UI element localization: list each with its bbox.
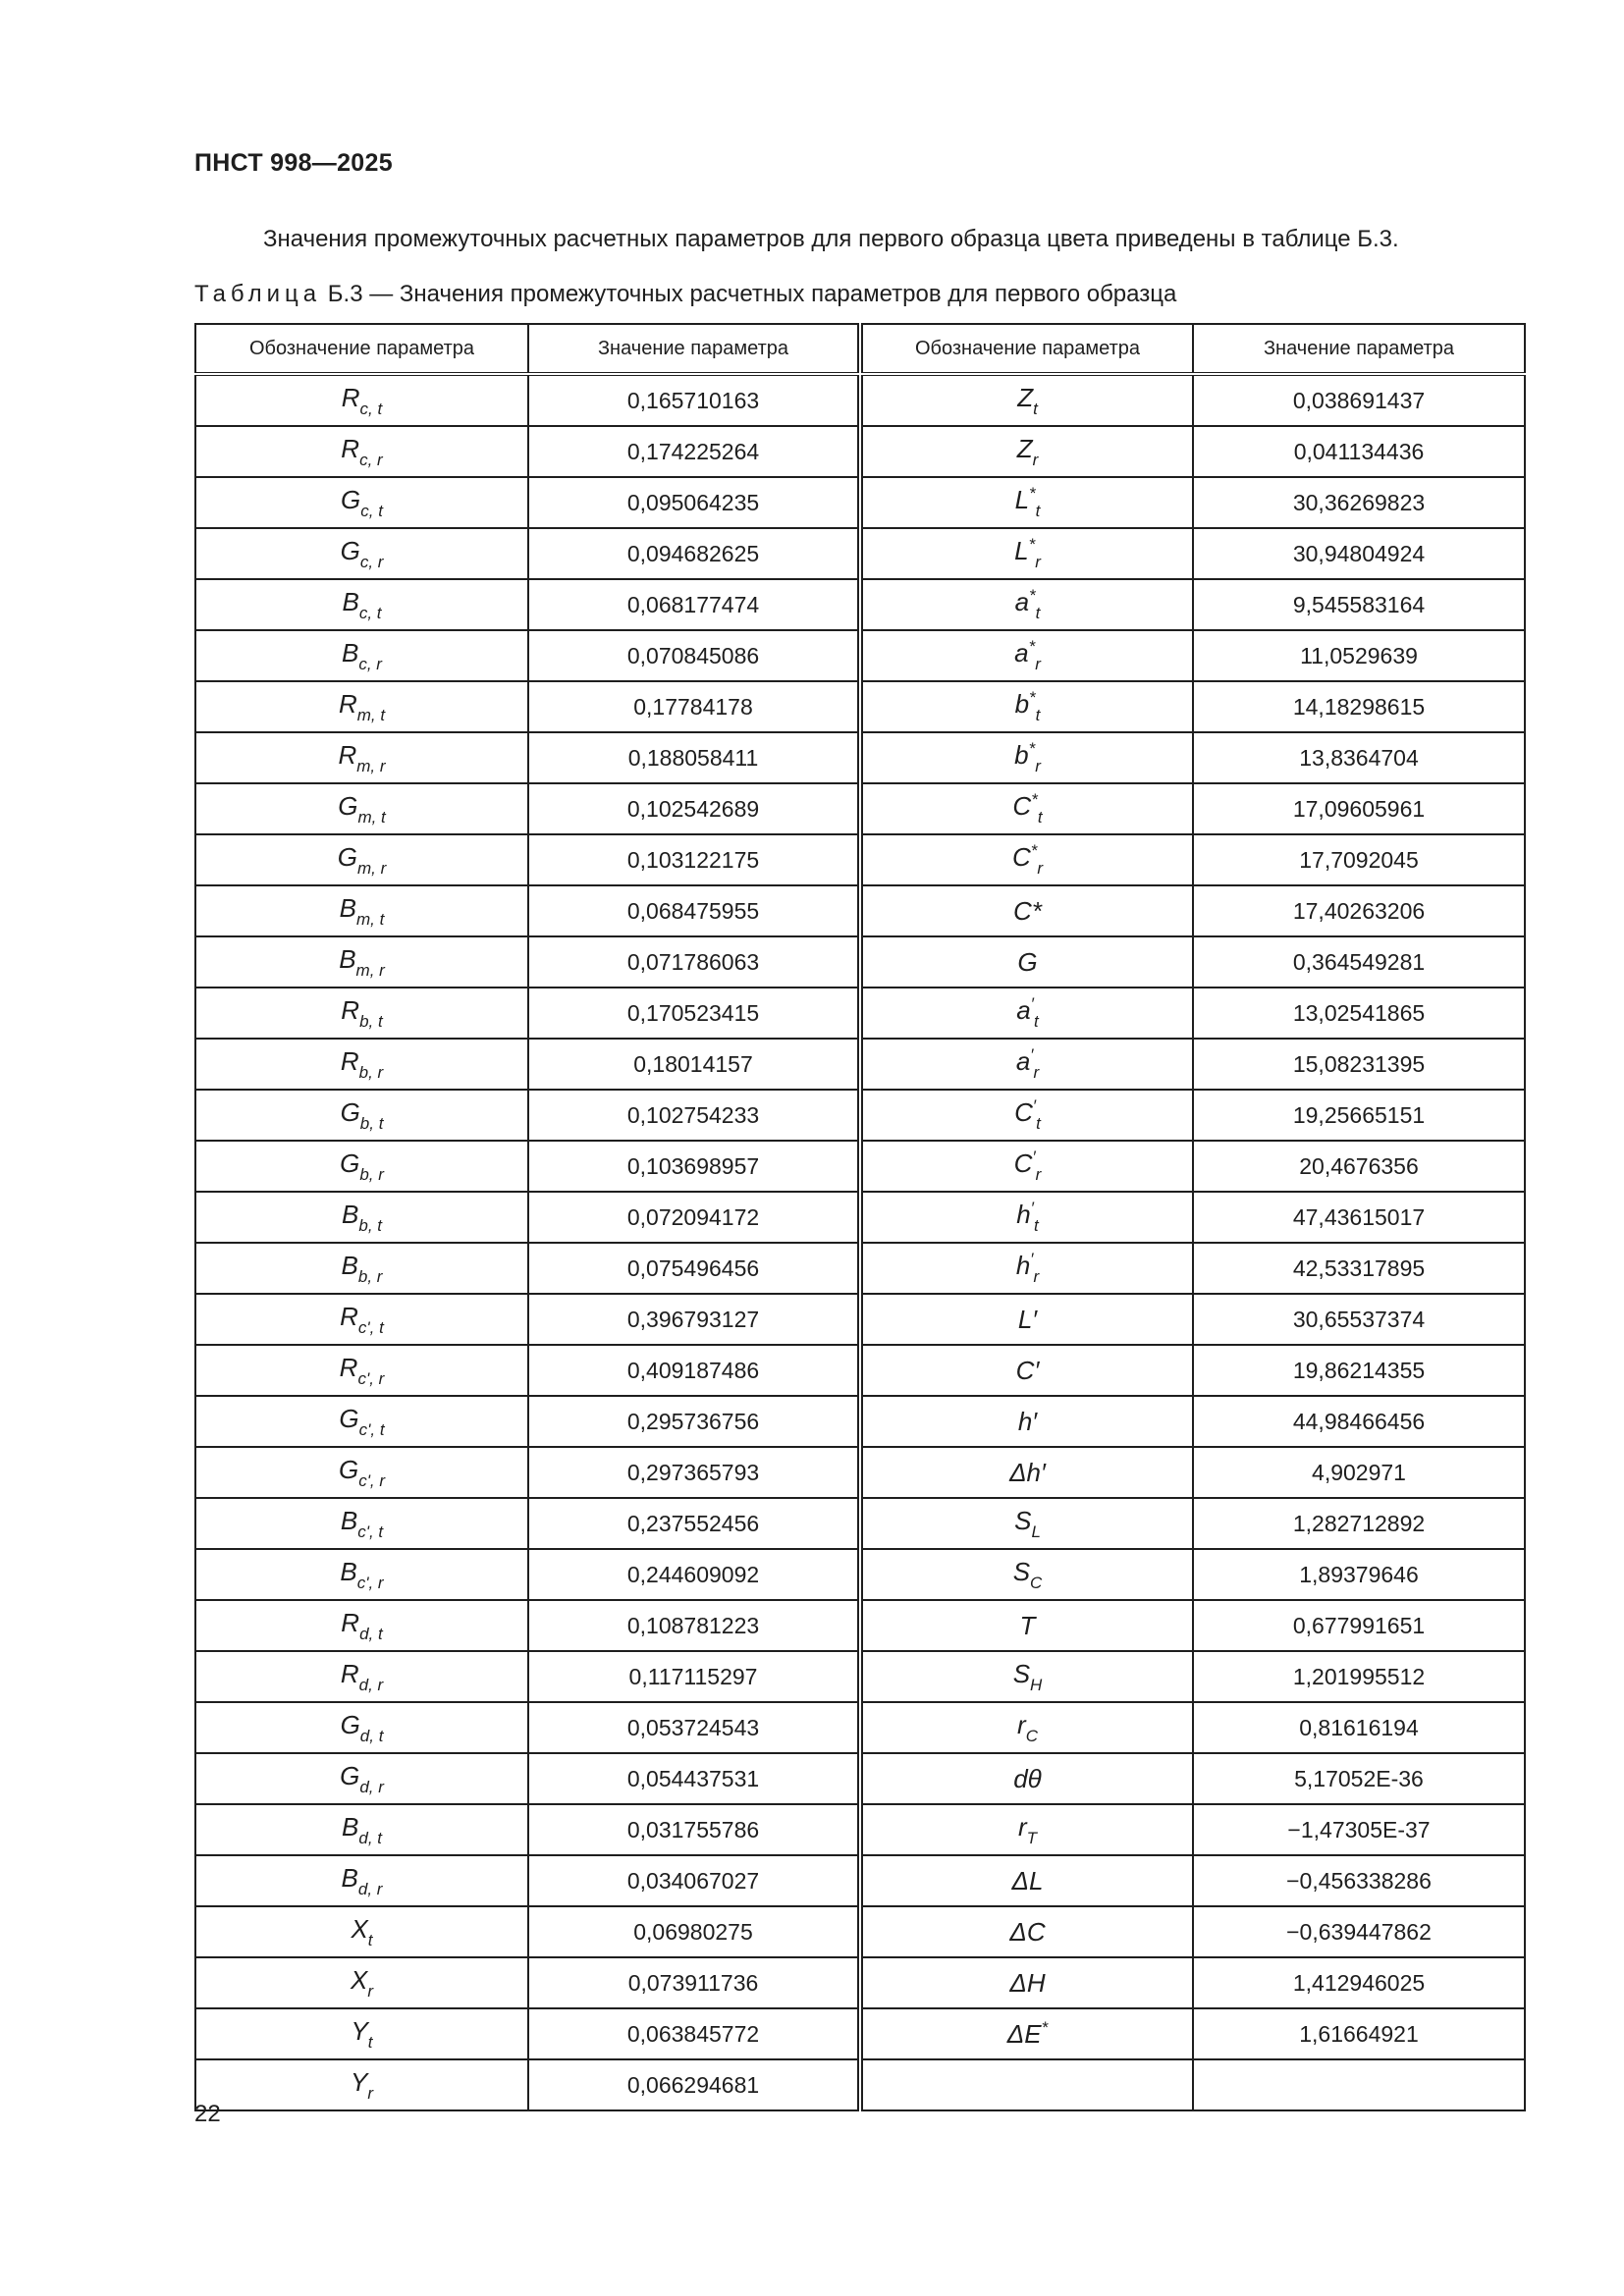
parameter-value: 13,02541865 bbox=[1193, 988, 1525, 1039]
parameter-value: 44,98466456 bbox=[1193, 1396, 1525, 1447]
table-row bbox=[195, 374, 858, 426]
parameter-symbol bbox=[195, 1804, 528, 1855]
parameter-symbol-text: $L^*_t$ bbox=[1014, 484, 1041, 520]
parameter-value: 15,08231395 bbox=[1193, 1039, 1525, 1090]
parameter-value: 0,06980275 bbox=[528, 1906, 858, 1957]
parameters-table-right bbox=[861, 323, 1526, 2111]
parameter-value: 0,103698957 bbox=[528, 1141, 858, 1192]
table-row bbox=[195, 2059, 858, 2110]
parameter-symbol-text: $X_t$ bbox=[351, 1913, 373, 1949]
parameter-value: 1,282712892 bbox=[1193, 1498, 1525, 1549]
table-row bbox=[195, 528, 858, 579]
parameter-value: 0,237552456 bbox=[528, 1498, 858, 1549]
parameter-value: 0,18014157 bbox=[528, 1039, 858, 1090]
parameter-symbol-text: $R_{c', r}$ bbox=[339, 1352, 385, 1388]
parameter-symbol-text: $Y_t$ bbox=[351, 2015, 373, 2052]
parameter-symbol bbox=[195, 1906, 528, 1957]
parameter-symbol-text: dθ bbox=[1013, 1763, 1042, 1793]
table-row bbox=[862, 1600, 1525, 1651]
parameter-symbol-text: $B_{c', r}$ bbox=[340, 1556, 384, 1592]
parameter-symbol bbox=[862, 1447, 1193, 1498]
parameter-value: 0,297365793 bbox=[528, 1447, 858, 1498]
table-row bbox=[195, 1804, 858, 1855]
parameter-value: 0,108781223 bbox=[528, 1600, 858, 1651]
table-row bbox=[862, 1447, 1525, 1498]
table-row bbox=[862, 1651, 1525, 1702]
parameter-symbol-text: $B_{d, r}$ bbox=[341, 1862, 383, 1898]
parameter-symbol bbox=[195, 1651, 528, 1702]
parameter-value: 0,396793127 bbox=[528, 1294, 858, 1345]
table-row bbox=[195, 1396, 858, 1447]
parameter-symbol bbox=[195, 1039, 528, 1090]
parameter-value: 9,545583164 bbox=[1193, 579, 1525, 630]
table-row bbox=[862, 681, 1525, 732]
parameter-symbol bbox=[195, 988, 528, 1039]
parameter-symbol-text: ΔE* bbox=[1006, 2018, 1049, 2049]
parameter-symbol bbox=[195, 885, 528, 936]
parameter-symbol-text: $X_r$ bbox=[350, 1964, 373, 2001]
parameter-value: 1,201995512 bbox=[1193, 1651, 1525, 1702]
parameter-symbol-text: $r_C$ bbox=[1017, 1709, 1038, 1745]
parameter-value: 0,063845772 bbox=[528, 2008, 858, 2059]
parameter-symbol-text: $h'_t$ bbox=[1016, 1199, 1039, 1235]
parameter-symbol bbox=[862, 936, 1193, 988]
table-row bbox=[195, 1753, 858, 1804]
table-row bbox=[195, 732, 858, 783]
parameter-value: −0,456338286 bbox=[1193, 1855, 1525, 1906]
parameter-symbol bbox=[195, 1957, 528, 2008]
table-row bbox=[862, 1192, 1525, 1243]
parameter-symbol bbox=[195, 1090, 528, 1141]
parameter-value: 0,068177474 bbox=[528, 579, 858, 630]
parameter-symbol bbox=[195, 732, 528, 783]
parameter-value: 17,09605961 bbox=[1193, 783, 1525, 834]
table-row bbox=[195, 834, 858, 885]
parameter-symbol-text: $R_{c', t}$ bbox=[340, 1301, 384, 1337]
parameter-symbol bbox=[195, 579, 528, 630]
parameter-symbol bbox=[195, 1294, 528, 1345]
parameter-symbol bbox=[862, 426, 1193, 477]
parameter-value: 0,038691437 bbox=[1193, 374, 1525, 426]
parameter-symbol-text: $r_T$ bbox=[1017, 1811, 1038, 1847]
parameter-symbol bbox=[862, 1702, 1193, 1753]
parameter-symbol bbox=[195, 1243, 528, 1294]
parameter-symbol bbox=[862, 1753, 1193, 1804]
parameter-symbol-text: $R_{b, r}$ bbox=[340, 1045, 384, 1082]
table-row bbox=[862, 1345, 1525, 1396]
parameter-symbol-text: $C'_r$ bbox=[1013, 1148, 1042, 1184]
table-row bbox=[195, 885, 858, 936]
table-row bbox=[862, 1090, 1525, 1141]
parameter-symbol-text: $a'_r$ bbox=[1015, 1045, 1040, 1082]
parameter-symbol bbox=[862, 1243, 1193, 1294]
parameter-symbol bbox=[195, 1702, 528, 1753]
parameter-symbol bbox=[195, 630, 528, 681]
table-row bbox=[862, 579, 1525, 630]
parameter-value: 30,36269823 bbox=[1193, 477, 1525, 528]
table-row bbox=[195, 1447, 858, 1498]
table-row bbox=[862, 783, 1525, 834]
parameter-value: 0,102754233 bbox=[528, 1090, 858, 1141]
parameter-symbol bbox=[862, 1294, 1193, 1345]
parameter-symbol bbox=[862, 1600, 1193, 1651]
table-row bbox=[862, 1039, 1525, 1090]
parameters-table-left bbox=[194, 323, 859, 2111]
parameter-value: 0,053724543 bbox=[528, 1702, 858, 1753]
parameter-value: 0,094682625 bbox=[528, 528, 858, 579]
parameter-symbol bbox=[862, 1957, 1193, 2008]
parameter-symbol-text: $C^*_t$ bbox=[1012, 790, 1043, 827]
table-row bbox=[862, 1753, 1525, 1804]
table-row bbox=[862, 1804, 1525, 1855]
parameter-value: 0,034067027 bbox=[528, 1855, 858, 1906]
parameter-value: 19,25665151 bbox=[1193, 1090, 1525, 1141]
parameter-symbol bbox=[195, 374, 528, 426]
parameter-symbol-text: $R_{c, t}$ bbox=[341, 382, 383, 418]
table-row bbox=[195, 1294, 858, 1345]
parameter-symbol bbox=[195, 1345, 528, 1396]
parameter-symbol bbox=[862, 630, 1193, 681]
parameter-value: 0,244609092 bbox=[528, 1549, 858, 1600]
table-row bbox=[862, 1957, 1525, 2008]
table-row bbox=[195, 477, 858, 528]
parameter-symbol bbox=[862, 988, 1193, 1039]
column-header-symbol: Обозначение параметра bbox=[195, 324, 528, 374]
parameter-value: 0,103122175 bbox=[528, 834, 858, 885]
table-row bbox=[862, 1141, 1525, 1192]
parameter-symbol bbox=[195, 2059, 528, 2110]
parameter-symbol-text: $C^*_r$ bbox=[1011, 841, 1044, 878]
parameter-value: 0,409187486 bbox=[528, 1345, 858, 1396]
parameter-value: 0,17784178 bbox=[528, 681, 858, 732]
parameter-value: 17,7092045 bbox=[1193, 834, 1525, 885]
parameter-symbol-text: $B_{c, r}$ bbox=[342, 637, 382, 673]
parameter-symbol-text: $a^*_r$ bbox=[1014, 637, 1041, 673]
page-number: 22 bbox=[194, 2101, 221, 2127]
parameter-value bbox=[1193, 2059, 1525, 2110]
parameter-value: 0,031755786 bbox=[528, 1804, 858, 1855]
parameter-value: 0,165710163 bbox=[528, 374, 858, 426]
parameter-symbol-text: ΔC bbox=[1009, 1916, 1046, 1947]
table-row bbox=[195, 1906, 858, 1957]
parameter-value: 0,054437531 bbox=[528, 1753, 858, 1804]
parameter-symbol-text: $G_{m, r}$ bbox=[337, 841, 387, 878]
parameter-symbol-text: $R_{d, t}$ bbox=[341, 1607, 383, 1643]
parameter-symbol bbox=[862, 1804, 1193, 1855]
parameter-symbol-text: $B_{m, t}$ bbox=[339, 892, 385, 929]
parameter-symbol bbox=[862, 374, 1193, 426]
table-row bbox=[862, 1855, 1525, 1906]
table-row bbox=[862, 1243, 1525, 1294]
parameter-symbol-text: $G_{d, t}$ bbox=[340, 1709, 384, 1745]
table-row bbox=[195, 1549, 858, 1600]
table-row bbox=[195, 936, 858, 988]
table-row bbox=[195, 1600, 858, 1651]
parameter-value: 0,068475955 bbox=[528, 885, 858, 936]
parameter-value: 30,94804924 bbox=[1193, 528, 1525, 579]
parameter-symbol bbox=[862, 732, 1193, 783]
parameter-value: 0,295736756 bbox=[528, 1396, 858, 1447]
parameter-symbol-text: C′ bbox=[1015, 1355, 1040, 1385]
table-row bbox=[195, 1651, 858, 1702]
parameter-symbol-text: T bbox=[1019, 1610, 1036, 1640]
parameter-symbol bbox=[862, 1090, 1193, 1141]
table-row bbox=[195, 1090, 858, 1141]
parameter-symbol-text: C* bbox=[1013, 895, 1042, 926]
parameter-symbol bbox=[862, 1396, 1193, 1447]
parameter-symbol-text: $R_{m, r}$ bbox=[338, 739, 386, 775]
table-row bbox=[862, 1396, 1525, 1447]
parameter-value: −1,47305E-37 bbox=[1193, 1804, 1525, 1855]
parameter-symbol-text: $R_{m, t}$ bbox=[338, 688, 386, 724]
parameter-value: 0,066294681 bbox=[528, 2059, 858, 2110]
parameter-value: 4,902971 bbox=[1193, 1447, 1525, 1498]
parameter-symbol bbox=[862, 834, 1193, 885]
table-row bbox=[862, 2008, 1525, 2059]
parameter-symbol bbox=[862, 783, 1193, 834]
parameter-symbol-text: G bbox=[1017, 946, 1038, 977]
table-row bbox=[195, 681, 858, 732]
parameter-symbol bbox=[862, 885, 1193, 936]
parameter-value: 13,8364704 bbox=[1193, 732, 1525, 783]
parameter-symbol-text: $G_{b, t}$ bbox=[340, 1096, 384, 1133]
parameter-symbol-text: $B_{c', t}$ bbox=[340, 1505, 384, 1541]
parameter-symbol-text: $Z_t$ bbox=[1017, 382, 1038, 418]
table-row bbox=[862, 477, 1525, 528]
parameter-symbol bbox=[195, 1141, 528, 1192]
parameter-symbol bbox=[195, 1753, 528, 1804]
parameter-symbol-text: $C'_t$ bbox=[1014, 1096, 1041, 1133]
parameter-symbol bbox=[195, 426, 528, 477]
column-header-value: Значение параметра bbox=[528, 324, 858, 374]
table-row bbox=[195, 1702, 858, 1753]
parameter-symbol-text: Δh′ bbox=[1009, 1457, 1046, 1487]
parameter-symbol bbox=[862, 1039, 1193, 1090]
parameter-symbol-text: ΔH bbox=[1009, 1967, 1046, 1998]
table-row bbox=[862, 1498, 1525, 1549]
parameter-symbol-text: $G_{c', r}$ bbox=[338, 1454, 386, 1490]
parameter-value: 42,53317895 bbox=[1193, 1243, 1525, 1294]
parameter-symbol bbox=[862, 681, 1193, 732]
parameter-symbol-text: $G_{c, r}$ bbox=[340, 535, 384, 571]
parameter-value: 17,40263206 bbox=[1193, 885, 1525, 936]
parameter-value: 5,17052E-36 bbox=[1193, 1753, 1525, 1804]
table-row bbox=[195, 1141, 858, 1192]
table-row bbox=[862, 732, 1525, 783]
parameter-symbol bbox=[862, 2059, 1193, 2110]
table-row bbox=[195, 1345, 858, 1396]
table-caption-text: Б.3 — Значения промежуточных расчетных параметров для первого образца bbox=[327, 281, 1177, 307]
parameter-symbol bbox=[195, 1600, 528, 1651]
parameter-symbol bbox=[862, 528, 1193, 579]
table-row bbox=[862, 936, 1525, 988]
parameter-symbol-text: L′ bbox=[1017, 1304, 1038, 1334]
table-row bbox=[862, 1549, 1525, 1600]
parameter-symbol bbox=[862, 1141, 1193, 1192]
table-row bbox=[195, 1957, 858, 2008]
document-code: ПНСТ 998—2025 bbox=[194, 149, 393, 177]
table-row bbox=[862, 528, 1525, 579]
parameter-value: 0,174225264 bbox=[528, 426, 858, 477]
parameter-value: 11,0529639 bbox=[1193, 630, 1525, 681]
parameter-symbol bbox=[862, 1345, 1193, 1396]
parameter-value: 30,65537374 bbox=[1193, 1294, 1525, 1345]
parameter-symbol bbox=[862, 1906, 1193, 1957]
table-row bbox=[195, 1039, 858, 1090]
parameter-symbol bbox=[195, 1855, 528, 1906]
table-row bbox=[195, 1243, 858, 1294]
parameter-symbol bbox=[195, 936, 528, 988]
table-caption bbox=[194, 281, 1176, 308]
parameter-symbol-text: $S_H$ bbox=[1012, 1658, 1043, 1694]
parameter-value: 1,61664921 bbox=[1193, 2008, 1525, 2059]
parameter-symbol-text: $b^*_r$ bbox=[1014, 739, 1041, 775]
table-row bbox=[195, 1855, 858, 1906]
column-header-value: Значение параметра bbox=[1193, 324, 1525, 374]
parameter-symbol-text: $R_{d, r}$ bbox=[340, 1658, 384, 1694]
table-row bbox=[862, 1906, 1525, 1957]
parameters-table bbox=[194, 323, 1524, 2103]
parameter-symbol-text: $G_{m, t}$ bbox=[338, 790, 386, 827]
table-caption-prefix: Таблица bbox=[194, 281, 322, 307]
intro-paragraph: Значения промежуточных расчетных параметров для первого образца цвета приведены в таблице Б.3. bbox=[263, 226, 1399, 252]
parameter-value: 19,86214355 bbox=[1193, 1345, 1525, 1396]
table-row bbox=[862, 834, 1525, 885]
parameter-symbol-text: $b^*_t$ bbox=[1014, 688, 1041, 724]
parameter-symbol bbox=[195, 783, 528, 834]
table-row bbox=[862, 374, 1525, 426]
parameter-symbol bbox=[862, 1651, 1193, 1702]
table-row bbox=[862, 2059, 1525, 2110]
parameter-value: 0,81616194 bbox=[1193, 1702, 1525, 1753]
parameter-value: −0,639447862 bbox=[1193, 1906, 1525, 1957]
parameter-value: 0,041134436 bbox=[1193, 426, 1525, 477]
parameter-value: 0,677991651 bbox=[1193, 1600, 1525, 1651]
parameter-symbol bbox=[862, 1192, 1193, 1243]
parameter-value: 47,43615017 bbox=[1193, 1192, 1525, 1243]
parameter-value: 0,071786063 bbox=[528, 936, 858, 988]
table-row bbox=[195, 1498, 858, 1549]
parameter-symbol-text: $L^*_r$ bbox=[1014, 535, 1041, 571]
parameter-symbol-text: $G_{b, r}$ bbox=[340, 1148, 384, 1184]
parameter-symbol-text: $G_{d, r}$ bbox=[340, 1760, 384, 1796]
parameter-value: 1,412946025 bbox=[1193, 1957, 1525, 2008]
parameter-symbol bbox=[195, 1498, 528, 1549]
parameter-symbol bbox=[195, 1396, 528, 1447]
parameter-symbol-text: $S_L$ bbox=[1014, 1505, 1041, 1541]
parameter-symbol-text: $R_{c, r}$ bbox=[341, 433, 383, 469]
table-row bbox=[195, 2008, 858, 2059]
parameter-symbol bbox=[195, 1192, 528, 1243]
parameter-symbol bbox=[195, 477, 528, 528]
parameter-symbol-text: $B_{b, r}$ bbox=[341, 1250, 383, 1286]
parameter-symbol-text: $B_{d, t}$ bbox=[342, 1811, 382, 1847]
parameter-symbol-text: $G_{c, t}$ bbox=[341, 484, 383, 520]
table-row bbox=[195, 630, 858, 681]
parameter-value: 0,070845086 bbox=[528, 630, 858, 681]
table-row bbox=[862, 988, 1525, 1039]
parameter-value: 0,072094172 bbox=[528, 1192, 858, 1243]
parameter-value: 0,095064235 bbox=[528, 477, 858, 528]
parameter-value: 0,102542689 bbox=[528, 783, 858, 834]
parameter-value: 0,075496456 bbox=[528, 1243, 858, 1294]
parameter-symbol-text: $G_{c', t}$ bbox=[339, 1403, 385, 1439]
parameter-symbol bbox=[862, 2008, 1193, 2059]
table-row bbox=[862, 1294, 1525, 1345]
parameter-symbol-text: $Y_r$ bbox=[350, 2066, 373, 2103]
parameter-value: 0,117115297 bbox=[528, 1651, 858, 1702]
table-row bbox=[195, 783, 858, 834]
parameter-symbol-text: $a^*_t$ bbox=[1014, 586, 1041, 622]
parameter-symbol-text: h′ bbox=[1017, 1406, 1038, 1436]
parameter-value: 0,170523415 bbox=[528, 988, 858, 1039]
parameter-symbol-text: $h'_r$ bbox=[1015, 1250, 1040, 1286]
column-header-symbol: Обозначение параметра bbox=[862, 324, 1193, 374]
parameter-symbol-text: $a'_t$ bbox=[1016, 994, 1039, 1031]
table-row bbox=[862, 426, 1525, 477]
parameter-symbol-text: $B_{b, t}$ bbox=[342, 1199, 382, 1235]
parameter-symbol-text: $Z_r$ bbox=[1016, 433, 1039, 469]
table-row bbox=[195, 988, 858, 1039]
parameter-symbol-text: $S_C$ bbox=[1012, 1556, 1043, 1592]
table-row bbox=[862, 630, 1525, 681]
parameter-symbol bbox=[195, 2008, 528, 2059]
parameter-value: 20,4676356 bbox=[1193, 1141, 1525, 1192]
table-row bbox=[195, 579, 858, 630]
parameter-value: 14,18298615 bbox=[1193, 681, 1525, 732]
parameter-value: 0,364549281 bbox=[1193, 936, 1525, 988]
parameter-value: 0,188058411 bbox=[528, 732, 858, 783]
parameter-symbol bbox=[862, 477, 1193, 528]
table-row bbox=[195, 426, 858, 477]
parameter-symbol-text: $B_{m, r}$ bbox=[339, 943, 385, 980]
parameter-symbol-text: ΔL bbox=[1011, 1865, 1044, 1896]
parameter-symbol bbox=[195, 1549, 528, 1600]
parameter-value: 1,89379646 bbox=[1193, 1549, 1525, 1600]
table-row bbox=[195, 1192, 858, 1243]
parameter-symbol bbox=[195, 1447, 528, 1498]
parameter-symbol bbox=[862, 1549, 1193, 1600]
parameter-symbol-text: $R_{b, t}$ bbox=[341, 994, 383, 1031]
table-row bbox=[862, 1702, 1525, 1753]
parameter-symbol bbox=[195, 681, 528, 732]
parameter-symbol bbox=[195, 528, 528, 579]
parameter-value: 0,073911736 bbox=[528, 1957, 858, 2008]
parameter-symbol-text: $B_{c, t}$ bbox=[342, 586, 382, 622]
parameter-symbol bbox=[862, 1855, 1193, 1906]
parameter-symbol bbox=[195, 834, 528, 885]
parameter-symbol bbox=[862, 1498, 1193, 1549]
parameter-symbol bbox=[862, 579, 1193, 630]
table-row bbox=[862, 885, 1525, 936]
